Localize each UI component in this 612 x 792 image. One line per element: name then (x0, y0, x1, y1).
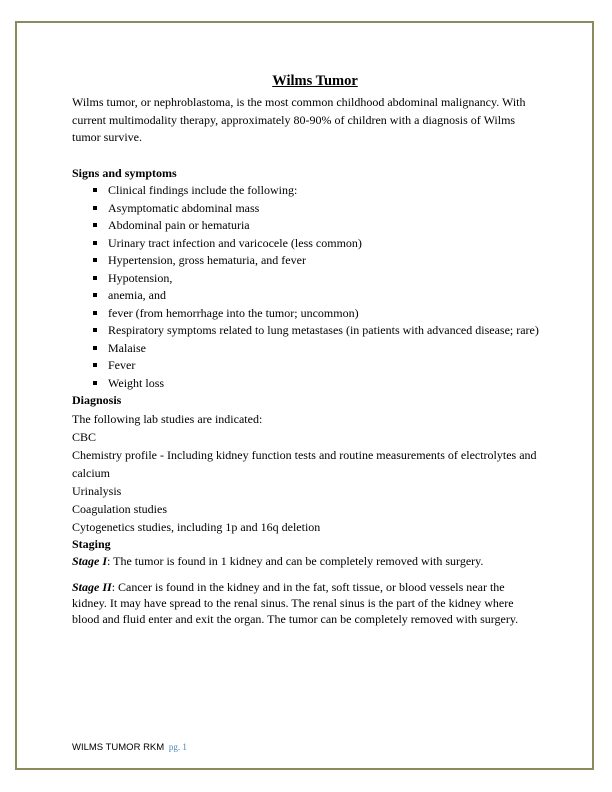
diagnosis-line: The following lab studies are indicated: (72, 411, 263, 426)
list-item: fever (from hemorrhage into the tumor; uncommon) (72, 305, 542, 323)
square-bullet-icon (93, 346, 97, 350)
square-bullet-icon (93, 206, 97, 210)
stage-1-paragraph (72, 553, 542, 569)
list-item: anemia, and (72, 287, 542, 305)
list-item: Hypotension, (72, 270, 542, 288)
stage-label: Stage II (72, 580, 112, 594)
list-item: Weight loss (72, 375, 542, 393)
page-footer (72, 742, 187, 753)
square-bullet-icon (93, 188, 97, 192)
square-bullet-icon (93, 363, 97, 367)
diagnosis-line: CBC (72, 429, 97, 444)
signs-heading: Signs and symptoms (72, 165, 177, 180)
footer-text: WILMS TUMOR RKM (72, 742, 165, 753)
square-bullet-icon (93, 276, 97, 280)
list-item: Asymptomatic abdominal mass (72, 200, 542, 218)
diagnosis-line: Coagulation studies (72, 501, 167, 516)
signs-list (72, 182, 542, 392)
diagnosis-heading: Diagnosis (72, 393, 122, 407)
square-bullet-icon (93, 293, 97, 297)
list-item: Urinary tract infection and varicocele (less common) (72, 235, 542, 253)
stage-text: : The tumor is found in 1 kidney and can be completely removed with surgery. (107, 554, 484, 568)
stage-label: Stage I (72, 554, 108, 568)
diagnosis-line: Urinalysis (72, 483, 122, 498)
list-item: Hypertension, gross hematuria, and fever (72, 252, 542, 270)
stage-text: : Cancer is found in the kidney and in the fat, soft tissue, or blood vessels near the kidney. It may have spread to the renal sinus. The renal sinus is the part of the kidney where blood and fluid enter and exit the organ. The tumor can be completely removed with surgery. (72, 580, 519, 626)
square-bullet-icon (93, 241, 97, 245)
page-number: pg. 1 (168, 742, 187, 752)
square-bullet-icon (93, 311, 97, 315)
list-item: Malaise (72, 340, 542, 358)
square-bullet-icon (93, 223, 97, 227)
list-item: Clinical findings include the following: (72, 182, 542, 200)
document-title: Wilms Tumor (272, 73, 358, 89)
intro-paragraph: Wilms tumor, or nephroblastoma, is the most common childhood abdominal malignancy. With current multimodality therapy, approximately 80-90% of children with a diagnosis of Wilms tumor survive. (72, 95, 526, 144)
list-item: Abdominal pain or hematuria (72, 217, 542, 235)
document-body (72, 72, 542, 627)
diagnosis-line: Chemistry profile - Including kidney function tests and routine measurements of electrolytes and calcium (72, 447, 537, 480)
square-bullet-icon (93, 258, 97, 262)
square-bullet-icon (93, 381, 97, 385)
stage-2-paragraph (72, 579, 542, 627)
square-bullet-icon (93, 328, 97, 332)
list-item: Respiratory symptoms related to lung metastases (in patients with advanced disease; rare) (72, 322, 542, 340)
diagnosis-line: Cytogenetics studies, including 1p and 16q deletion (72, 519, 321, 534)
list-item: Fever (72, 357, 542, 375)
staging-heading: Staging (72, 536, 111, 551)
